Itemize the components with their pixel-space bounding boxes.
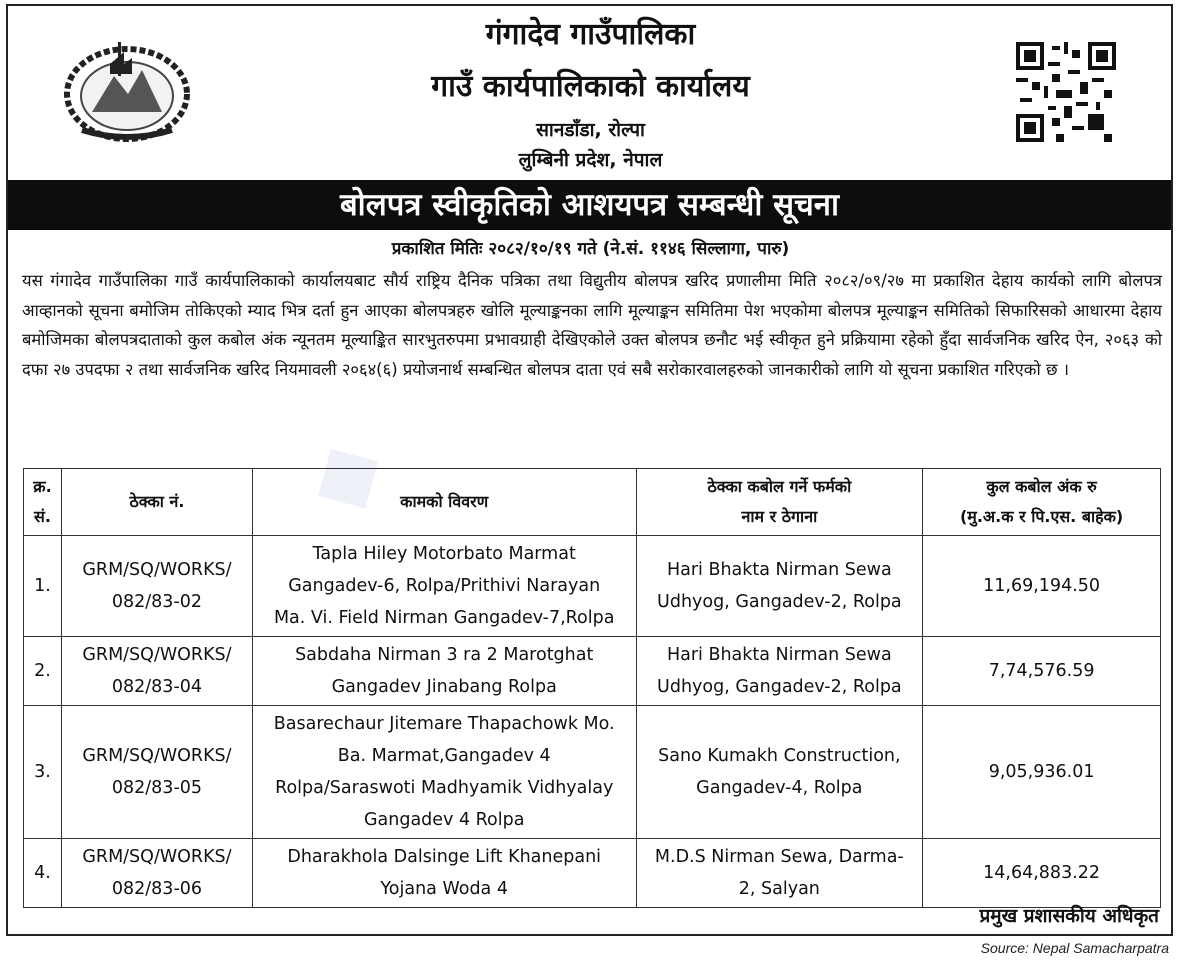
notice-body: यस गंगादेव गाउँपालिका गाउँ कार्यपालिकाको कार्यालयबाट सौर्य राष्ट्रिय दैनिक पत्रिका तथा विद्युतीय बोलपत्र खरिद प्रणालीमा मिति २०८२/०९/२७ मा प्रकाशित देहाय कार्यको लागि बोलपत्र आव्हानको सूचना बमोजिम तोकिएको म्याद भित्र दर्ता हुन आएका बोलपत्रहरु खोलि मूल्याङ्कनका लागि मूल्याङ्कन समितिमा पेश भएकोमा बोलपत्र मूल्याङ्कन समितिको सिफारिसको आधारमा देहाय बमोजिमका बोलपत्रदाताको कुल कबोल अंक न्यूनतम मूल्याङ्कित सारभुतरुपमा प्रभावग्राही देखिएकोले उक्त बोलपत्र छनौट भई स्वीकृत हुने प्रक्रियामा रहेको हुँदा सार्वजनिक खरिद ऐन, २०६३ को दफा २७ उपदफा २ तथा सार्वजनिक खरिद नियमावली २०६४(६) प्रयोजनार्थ सम्बन्धित बोलपत्र दाता एवं सबै सरोकारवालहरुको जानकारीको लागि यो सूचना प्रकाशित गरिएको छ ।: [22, 271, 1162, 379]
contract-no-line: 082/83-02: [111, 592, 203, 612]
description-line: Dharakhola Dalsinge Lift Khanepani: [287, 847, 602, 867]
description-line: Rolpa/Saraswoti Madhyamik Vidhyalay: [275, 778, 614, 798]
cell-amount: 11,69,194.50: [923, 536, 1161, 637]
publish-date: प्रकाशित मितिः २०८२/१०/१९ गते (ने.सं. ११४६ सिल्लागा, पारु): [391, 239, 790, 259]
firm-line: 2, Salyan: [738, 879, 820, 899]
contract-no-line: GRM/SQ/WORKS/: [82, 645, 232, 665]
firm-line: Udhyog, Gangadev-2, Rolpa: [657, 677, 902, 697]
description-line: Ma. Vi. Field Nirman Gangadev-7,Rolpa: [273, 608, 615, 628]
table-header-row: [24, 469, 1161, 536]
description-line: Gangadev Jinabang Rolpa: [331, 677, 557, 697]
signatory-title: प्रमुख प्रशासकीय अधिकृत: [979, 905, 1159, 927]
table-row: [24, 839, 1161, 908]
cell-serial: 1.: [24, 536, 62, 637]
firm-line: Gangadev-4, Rolpa: [696, 778, 863, 798]
province-country: लुम्बिनी प्रदेश, नेपाल: [518, 149, 663, 171]
cell-description: [252, 536, 636, 637]
contract-no-line: GRM/SQ/WORKS/: [82, 746, 232, 766]
cell-serial: 4.: [24, 839, 62, 908]
contract-no-line: GRM/SQ/WORKS/: [82, 560, 232, 580]
firm-line: Hari Bhakta Nirman Sewa: [666, 560, 892, 580]
cell-serial: 3.: [24, 706, 62, 839]
header-firm: [636, 469, 923, 536]
contract-no-line: GRM/SQ/WORKS/: [82, 847, 232, 867]
cell-contract-no: [61, 637, 252, 706]
municipality-name: गंगादेव गाउँपालिका: [485, 17, 696, 52]
header-firm-line2: नाम र ठेगाना: [741, 507, 818, 526]
watermark: ◆: [288, 409, 401, 536]
description-line: Basarechaur Jitemare Thapachowk Mo.: [273, 714, 615, 734]
description-line: Gangadev-6, Rolpa/Prithivi Narayan: [288, 576, 601, 596]
header-firm-line1: ठेक्का कबोल गर्ने फर्मको: [707, 477, 852, 496]
cell-amount: 14,64,883.22: [923, 839, 1161, 908]
table-row: [24, 637, 1161, 706]
description-line: Ba. Marmat,Gangadev 4: [337, 746, 551, 766]
bid-results-table: [23, 468, 1161, 908]
header-description: कामको विवरण: [252, 469, 636, 536]
cell-amount: 9,05,936.01: [923, 706, 1161, 839]
cell-contract-no: [61, 706, 252, 839]
description-line: Gangadev 4 Rolpa: [363, 810, 525, 830]
cell-description: [252, 706, 636, 839]
table-row: [24, 536, 1161, 637]
header-serial-line2: सं.: [34, 507, 51, 526]
cell-firm: [636, 536, 923, 637]
cell-description: [252, 637, 636, 706]
firm-line: M.D.S Nirman Sewa, Darma-: [654, 847, 904, 867]
contract-no-line: 082/83-06: [111, 879, 203, 899]
header-amount: [923, 469, 1161, 536]
cell-firm: [636, 839, 923, 908]
header-serial: [24, 469, 62, 536]
cell-contract-no: [61, 839, 252, 908]
firm-line: Udhyog, Gangadev-2, Rolpa: [657, 592, 902, 612]
contract-no-line: 082/83-04: [111, 677, 203, 697]
table-row: [24, 706, 1161, 839]
notice-title-banner: बोलपत्र स्वीकृतिको आशयपत्र सम्बन्धी सूचना: [8, 180, 1171, 230]
office-address: सानडाँडा, रोल्पा: [536, 119, 645, 141]
cell-amount: 7,74,576.59: [923, 637, 1161, 706]
cell-firm: [636, 706, 923, 839]
header-amount-line2: (मु.अ.क र पि.एस. बाहेक): [959, 507, 1124, 526]
cell-description: [252, 839, 636, 908]
header-contract-no: ठेक्का नं.: [61, 469, 252, 536]
description-line: Tapla Hiley Motorbato Marmat: [312, 544, 576, 564]
description-line: Sabdaha Nirman 3 ra 2 Marotghat: [295, 645, 594, 665]
cell-serial: 2.: [24, 637, 62, 706]
firm-line: Sano Kumakh Construction,: [658, 746, 901, 766]
office-name: गाउँ कार्यपालिकाको कार्यालय: [431, 69, 750, 104]
cell-contract-no: [61, 536, 252, 637]
cell-firm: [636, 637, 923, 706]
description-line: Yojana Woda 4: [380, 879, 508, 899]
header-amount-line1: कुल कबोल अंक रु: [986, 477, 1097, 496]
firm-line: Hari Bhakta Nirman Sewa: [666, 645, 892, 665]
header-serial-line1: क्र.: [33, 477, 52, 496]
contract-no-line: 082/83-05: [111, 778, 203, 798]
source-credit: Source: Nepal Samacharpatra: [980, 940, 1169, 956]
